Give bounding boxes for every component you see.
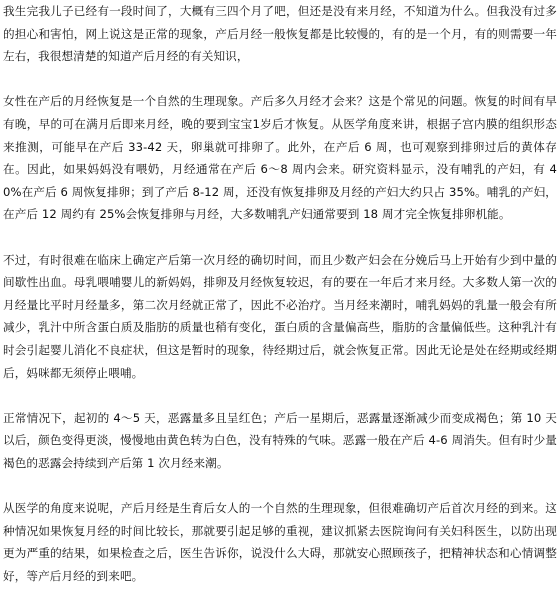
article-paragraph: 女性在产后的月经恢复是一个自然的生理现象。产后多久月经才会来？这是个常见的问题。恢复的时间有早有晚，早的可在满月后即来月经，晚的要到宝宝1岁后才恢复。从医学角度来讲，根据子宫内膜的组织形态来推测，可能早在产后 33-42 天，卵巢就可排卵了。此外，在产后 6 周，也可观察到排卵过后的黄体存在。因此，如果妈妈没有喂奶，月经通常在产后 6～8 周内会来。研究资料显示，没有哺乳的产妇，有 40%在产后 6 周恢复排卵；到了产后 8-12 周，还没有恢复排卵及月经的产妇大约只占 35%。哺乳的产妇，在产后 12 周约有 25%会恢复排卵与月经，大多数哺乳产妇通常要到 18 周才完全恢复排卵机能。: [3, 94, 557, 222]
article-paragraph: 不过，有时很难在临床上确定产后第一次月经的确切时间，而且少数产妇会在分娩后马上开始有少到中量的间歇性出血。母乳喂哺婴儿的新妈妈，排卵及月经恢复较迟，有的要在一年后才来月经。大多数人第一次的月经量比平时月经量多，第二次月经就正常了，因此不必治疗。当月经来潮时，哺乳妈妈的乳量一般会有所减少，乳汁中所含蛋白质及脂肪的质量也稍有变化，蛋白质的含量偏高些，脂肪的含量偏低些。这种乳汁有时会引起婴儿消化不良症状，但这是暂时的现象，待经期过后，就会恢复正常。因此无论是处在经期或经期后，妈咪都无须停止喂哺。: [3, 252, 557, 380]
article-paragraph: 从医学的角度来说呢，产后月经是生育后女人的一个自然的生理现象，但很难确切产后首次月经的到来。这种情况如果恢复月经的时间比较长，那就要引起足够的重视，建议抓紧去医院询问有关妇科医生，以防出现更为严重的结果，如果检查之后，医生告诉你，说没什么大碍，那就安心照顾孩子，把精神状态和心情调整好，等产后月经的到来吧。: [3, 501, 557, 583]
article-paragraph: 正常情况下，起初的 4～5 天，恶露量多且呈红色；产后一星期后，恶露量逐渐减少而变成褐色；第 10 天以后，颜色变得更淡，慢慢地由黄色转为白色，没有特殊的气味。恶露一般在产后 4-6 周消失。但有时少量褐色的恶露会持续到产后第 1 次月经来潮。: [3, 410, 557, 470]
article-paragraph: 我生完我儿子已经有一段时间了，大概有三四个月了吧，但还是没有来月经，不知道为什么。但我没有过多的担心和害怕，网上说这是正常的现象，产后月经一般恢复都是比较慢的，有的是一个月，有的则需要一年左右，我很想清楚的知道产后月经的有关知识，: [3, 4, 557, 64]
article-body: [3, 0, 557, 587]
